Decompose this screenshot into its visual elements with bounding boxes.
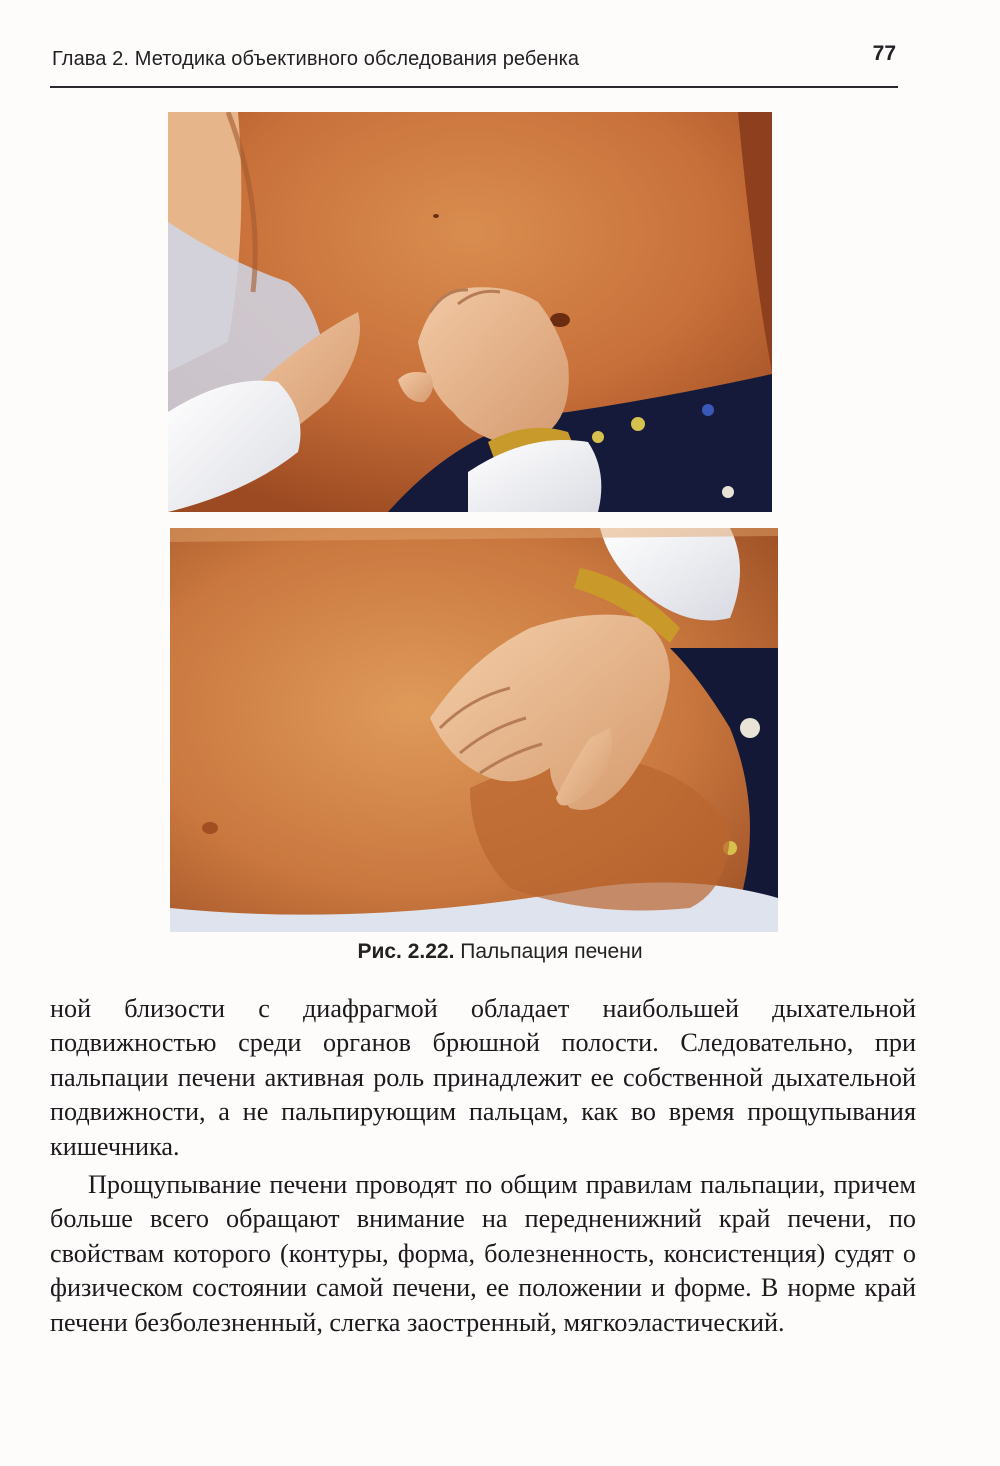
figure-photo-top	[168, 112, 772, 512]
figure-caption	[0, 940, 1000, 964]
running-head	[50, 42, 898, 88]
figure-label: Рис. 2.22.	[357, 940, 455, 963]
figure-title: Пальпация печени	[460, 940, 643, 963]
figure-photo-bottom	[170, 528, 778, 932]
photo-bottom-drawing	[170, 528, 778, 932]
page-number: 77	[872, 42, 896, 65]
body-paragraph-2	[50, 1168, 916, 1340]
running-title: Глава 2. Методика объективного обследования ребенка	[52, 48, 580, 70]
paragraph-text: Прощупывание печени проводят по общим правилам пальпации, причем больше всего обращают внимание на передненижний край печени, по свойствам которого (контуры, форма, болезненность, консистенция) судят о физическом состоянии самой печени, ее положении и форме. В норме край печени безболезненный, слегка заостренный, мягкоэластический.	[50, 1170, 916, 1337]
body-paragraph-1	[50, 992, 916, 1164]
photo-top-drawing	[168, 112, 772, 512]
paragraph-text: ной близости с диафрагмой обладает наибольшей дыхательной подвижностью среди органов брюшной полости. Следовательно, при пальпации печени активная роль принадлежит ее собственной дыхательной подвижности, а не пальпирующим пальцам, как во время прощупывания кишечника.	[50, 994, 916, 1161]
